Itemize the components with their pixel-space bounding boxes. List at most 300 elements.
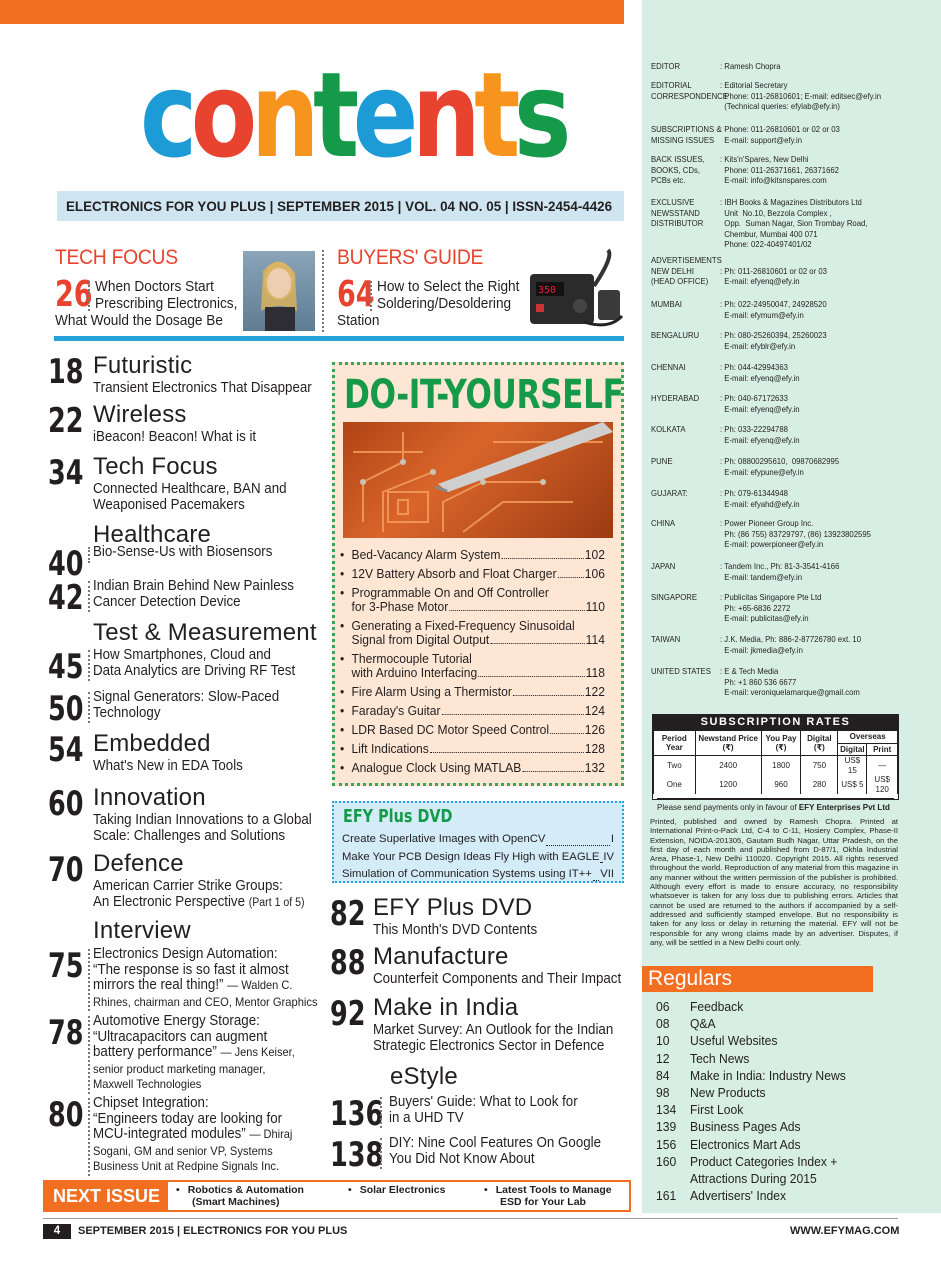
regular-item[interactable]: Useful Websites <box>690 1033 778 1049</box>
masthead-label: PUNE <box>651 456 673 466</box>
soldering-station-icon <box>524 246 624 332</box>
masthead-value: : Tandem Inc., Ph: 81-3-3541-4166 <box>720 561 840 571</box>
category-heading: Manufacture <box>373 943 509 970</box>
article-page-number[interactable]: 22 <box>48 401 84 441</box>
article-title-text: “The response is so fast it almost <box>93 961 289 978</box>
masthead-label: CORRESPONDENCE <box>651 90 728 101</box>
masthead-label: JAPAN <box>651 561 676 571</box>
category-heading: eStyle <box>390 1063 458 1090</box>
regular-item[interactable]: Advertisers' Index <box>690 1188 787 1204</box>
regular-page-number[interactable]: 10 <box>656 1033 670 1049</box>
subscription-cell: — <box>867 756 898 776</box>
subscription-cell: 1800 <box>761 756 801 776</box>
masthead-label: EDITORIAL <box>651 80 692 90</box>
article-title-line[interactable] <box>93 664 295 679</box>
diy-item-row <box>352 567 605 581</box>
article-title-text: “Engineers today are looking for <box>93 1110 283 1127</box>
regular-item[interactable]: Q&A <box>690 1016 716 1032</box>
leader-dots <box>449 600 584 611</box>
subscription-rates-table <box>652 714 899 812</box>
subscription-row <box>654 775 898 794</box>
article-title-text: iBeacon! Beacon! What is it <box>93 429 257 445</box>
subscription-cell: One <box>654 775 696 794</box>
leader-dots <box>550 723 584 734</box>
article-title-text: American Carrier Strike Groups: <box>93 878 283 894</box>
next-issue-text: Latest Tools to Manage <box>495 1184 612 1196</box>
page-number: 4 <box>43 1224 71 1239</box>
subscription-title: SUBSCRIPTION RATES <box>653 715 898 730</box>
article-separator <box>88 547 90 563</box>
masthead-label: UNITED STATES <box>651 666 711 676</box>
regular-page-number[interactable]: 12 <box>656 1050 670 1066</box>
masthead-label: BACK ISSUES, <box>651 154 705 164</box>
issue-brand: ELECTRONICS FOR YOU <box>66 199 227 214</box>
subscription-header-row <box>654 731 898 744</box>
category-heading: Make in India <box>373 994 519 1021</box>
masthead-value: Ph: +65-6836 2272 <box>720 602 791 613</box>
article-title-text: “Ultracapacitors can augment <box>93 1028 268 1045</box>
diy-item-page: 132 <box>584 761 605 775</box>
article-separator <box>88 581 90 612</box>
subscription-cell: 2400 <box>695 756 761 776</box>
article-credit-line: senior product marketing manager, <box>93 1061 266 1076</box>
article-page-number[interactable]: 45 <box>48 647 84 687</box>
masthead-value: : Phone: 011-26810601 or 02 or 03 <box>720 124 840 134</box>
diy-item-row <box>352 600 605 614</box>
leader-dots <box>490 633 584 644</box>
regular-item[interactable]: Attractions During 2015 <box>690 1171 817 1186</box>
regular-item[interactable]: Business Pages Ads <box>690 1119 801 1135</box>
techfocus-photo <box>243 251 315 331</box>
leader-dots <box>593 866 599 881</box>
article-title-line[interactable] <box>93 963 289 978</box>
subscription-cell: 1200 <box>695 775 761 794</box>
article-title-text: Cancer Detection Device <box>93 593 241 610</box>
next-issue-text: (Smart Machines) <box>192 1196 280 1208</box>
category-heading: Embedded <box>93 730 211 757</box>
bullet-icon: • <box>340 586 345 600</box>
diy-list-item[interactable] <box>340 761 605 775</box>
masthead-value: : Ph: 040-67172633 <box>720 393 788 403</box>
diy-list-item[interactable] <box>340 685 605 699</box>
header-divider <box>322 250 324 332</box>
buyersguide-line2[interactable]: Soldering/Desoldering <box>377 296 512 312</box>
bullet-icon: • <box>484 1184 488 1196</box>
masthead-value: Unit No.10, Bezzola Complex , <box>720 207 832 218</box>
leader-dots <box>478 666 585 677</box>
next-issue-text: ESD for Your Lab <box>500 1196 586 1208</box>
article-page-number[interactable]: 92 <box>330 994 366 1034</box>
article-page-number[interactable]: 75 <box>48 946 84 986</box>
article-separator <box>380 1138 382 1169</box>
article-separator <box>88 1098 90 1176</box>
next-issue-text: Solar Electronics <box>359 1184 446 1196</box>
masthead-value: : Ph: 079-61344948 <box>720 488 788 498</box>
subscription-payee: EFY Enterprises Pvt Ltd <box>798 803 890 812</box>
article-title-line[interactable] <box>93 482 287 497</box>
masthead-value: E-mail: powerpioneer@efy.in <box>720 539 824 549</box>
article-title-line[interactable]: Buyers' Guide: What to Look for <box>389 1094 578 1110</box>
subscription-cell: US$ 15 <box>838 756 867 776</box>
leader-dots <box>600 849 602 864</box>
article-title-line[interactable]: Market Survey: An Outlook for the Indian <box>373 1022 614 1038</box>
article-title-line[interactable] <box>93 595 241 610</box>
logo-letter: c <box>140 46 191 184</box>
regular-item[interactable]: Feedback <box>690 999 744 1014</box>
techfocus-line3[interactable]: What Would the Dosage Be <box>55 313 223 329</box>
article-page-number[interactable]: 138 <box>330 1135 384 1175</box>
masthead-value: : IBH Books & Magazines Distributors Ltd <box>720 197 862 207</box>
masthead-label: MISSING ISSUES <box>651 134 715 145</box>
masthead-value: E-mail: efyenq@efy.in <box>720 403 800 414</box>
diy-item-text <box>352 652 605 680</box>
dvd-item-title: Make Your PCB Design Ideas Fly High with EAGLE <box>342 850 600 863</box>
masthead-label: DISTRIBUTOR <box>651 218 704 228</box>
article-title-text: Electronics Design Automation: <box>93 946 278 962</box>
masthead-value: : Ph: 033-22294788 <box>720 424 788 434</box>
article-title-line[interactable] <box>93 690 279 705</box>
svg-text:350: 350 <box>538 285 557 296</box>
masthead-label: BENGALURU <box>651 330 700 340</box>
article-page-number[interactable]: 54 <box>48 730 84 770</box>
article-credit: — Dhiraj <box>249 1127 293 1141</box>
regular-page-number[interactable]: 134 <box>656 1102 677 1118</box>
doctor-photo-icon <box>243 251 315 331</box>
dvd-item-page: I <box>610 833 614 845</box>
masthead-value: E-mail: efypune@efy.in <box>720 466 804 477</box>
article-title-line[interactable] <box>93 545 272 560</box>
article-title-text: Automotive Energy Storage: <box>93 1013 260 1029</box>
leader-dots <box>430 742 584 753</box>
contents-logo <box>140 46 565 184</box>
article-page-number[interactable]: 60 <box>48 784 84 824</box>
next-issue-line <box>348 1184 445 1196</box>
diy-list-item[interactable] <box>340 723 605 737</box>
subscription-note: Please send payments only in favour of <box>657 803 797 812</box>
article-title-line[interactable]: You Did Not Know About <box>389 1150 535 1167</box>
bullet-icon: • <box>176 1184 180 1196</box>
next-issue-label: NEXT ISSUE <box>43 1180 168 1212</box>
dvd-list-item[interactable] <box>342 831 614 849</box>
bullet-icon: • <box>340 761 345 775</box>
masthead-label: EDITOR <box>651 61 681 71</box>
masthead-value: Phone: 011-26371661, 26371662 <box>720 164 839 175</box>
regular-item[interactable]: Electronics Mart Ads <box>690 1136 801 1152</box>
masthead-label: CHINA <box>651 518 676 528</box>
masthead-label: TAIWAN <box>651 634 681 644</box>
masthead-value: Chembur, Mumbai 400 071 <box>720 228 818 239</box>
article-title-line[interactable] <box>93 1127 292 1142</box>
leader-dots <box>501 548 583 559</box>
subscription-cell: US$ 120 <box>867 775 898 794</box>
article-page-number[interactable]: 50 <box>48 689 84 729</box>
article-title-line[interactable]: Counterfeit Components and Their Impact <box>373 971 622 987</box>
diy-list-item[interactable] <box>340 619 605 647</box>
article-title-line[interactable]: DIY: Nine Cool Features On Google <box>389 1135 602 1151</box>
footer-rule <box>43 1218 898 1219</box>
masthead-value: : E & Tech Media <box>720 666 779 676</box>
article-title-text: Signal Generators: Slow-Paced <box>93 689 280 705</box>
subscription-col-header: You Pay (₹) <box>761 731 801 756</box>
masthead-value: E-mail: support@efy.in <box>720 134 803 145</box>
subscription-row <box>654 756 898 776</box>
regular-item[interactable]: Make in India: Industry News <box>690 1067 846 1083</box>
techfocus-line2[interactable]: Prescribing Electronics, <box>95 296 238 312</box>
article-page-number[interactable]: 18 <box>48 352 84 392</box>
article-separator <box>380 1097 382 1128</box>
logo-letter: n <box>250 46 314 184</box>
diy-item-row <box>352 666 605 680</box>
leader-dots <box>513 685 584 696</box>
article-title-line[interactable] <box>93 1112 282 1127</box>
article-title-line[interactable]: Strategic Electronics Sector in Defence <box>373 1037 605 1054</box>
article-title-text: Connected Healthcare, BAN and <box>93 481 287 497</box>
subscription-col-header: Print <box>867 743 898 756</box>
diy-item-row <box>352 742 605 756</box>
article-title-text: mirrors the real thing!” <box>93 977 224 993</box>
diy-item-text <box>352 567 605 581</box>
masthead-value: : Publicitas Singapore Pte Ltd <box>720 592 822 602</box>
category-heading: Interview <box>93 917 191 944</box>
buyersguide-separator <box>370 281 372 311</box>
diy-item-row <box>352 723 605 737</box>
diy-item-page: 128 <box>584 742 605 756</box>
article-credit-line: Business Unit at Redpine Signals Inc. <box>93 1159 280 1173</box>
masthead-label: NEWSSTAND <box>651 207 700 218</box>
article-title-text: How Smartphones, Cloud and <box>93 647 271 663</box>
masthead-value: E-mail: efyahd@efy.in <box>720 498 800 509</box>
techfocus-heading: TECH FOCUS <box>55 246 178 269</box>
masthead-value: Ph: (86 755) 83729797, (86) 13923802595 <box>720 528 871 539</box>
article-separator <box>88 692 90 723</box>
article-page-number[interactable]: 42 <box>48 578 84 618</box>
article-title-text: An Electronic Perspective <box>93 893 246 910</box>
regular-item[interactable]: Tech News <box>690 1050 750 1066</box>
article-title-line[interactable] <box>93 430 256 445</box>
masthead-label: MUMBAI <box>651 299 682 309</box>
subscription-grid <box>653 730 898 794</box>
regular-page-number[interactable]: 08 <box>656 1016 670 1032</box>
diy-item-title: Bed-Vacancy Alarm System <box>351 548 501 562</box>
article-page-number[interactable]: 88 <box>330 943 366 983</box>
article-title-line[interactable] <box>93 1030 267 1045</box>
article-title-line[interactable] <box>93 978 292 993</box>
article-title-line[interactable] <box>93 879 283 894</box>
bullet-icon: • <box>340 548 345 562</box>
masthead-label: SINGAPORE <box>651 592 697 602</box>
category-heading: EFY Plus DVD <box>373 894 533 921</box>
regular-page-number[interactable]: 160 <box>656 1153 677 1169</box>
diy-item-page: 118 <box>585 666 605 680</box>
article-title-line[interactable] <box>93 895 305 911</box>
article-title-text: Indian Brain Behind New Painless <box>93 578 294 594</box>
section-divider-bar <box>54 336 624 341</box>
regular-item[interactable]: First Look <box>690 1102 744 1118</box>
diy-item-text <box>352 586 605 614</box>
dvd-title: EFY Plus DVD <box>343 806 453 827</box>
diy-item-text <box>352 761 605 775</box>
logo-letter: t <box>474 46 514 184</box>
diy-item-title: Generating a Fixed-Frequency Sinusoidal <box>351 619 575 633</box>
article-title-line[interactable] <box>93 706 160 721</box>
diy-item-page: 102 <box>584 548 605 562</box>
regular-page-number[interactable]: 156 <box>656 1136 677 1152</box>
category-heading: Wireless <box>93 401 187 428</box>
techfocus-page-number[interactable]: 26 <box>55 274 93 315</box>
diy-list-item[interactable] <box>340 567 605 581</box>
bullet-icon: • <box>340 567 345 581</box>
article-page-number[interactable]: 40 <box>48 544 84 584</box>
category-heading: Tech Focus <box>93 453 218 480</box>
next-issue-item <box>176 1184 304 1208</box>
issue-details: | SEPTEMBER 2015 | VOL. 04 NO. 05 | ISSN-2454-4426 <box>269 199 613 214</box>
masthead-label: NEW DELHI <box>651 265 694 276</box>
bullet-icon: • <box>340 704 345 718</box>
soldering-station-photo <box>524 246 624 332</box>
article-title-line[interactable] <box>93 813 312 828</box>
masthead-value: : Ph: 044-42994363 <box>720 362 788 372</box>
masthead-label: (HEAD OFFICE) <box>651 276 709 286</box>
masthead-value: : Ph: 080-25260394, 25260023 <box>720 330 827 340</box>
dvd-item-title: Simulation of Communication Systems using IT++ <box>342 868 592 880</box>
article-title-line[interactable] <box>93 1045 295 1060</box>
masthead-label: GUJARAT: <box>651 488 688 498</box>
diy-item-title: Faraday's Guitar <box>351 704 441 718</box>
buyersguide-line1[interactable]: How to Select the Right <box>377 279 520 295</box>
diy-item-row <box>352 685 605 699</box>
regular-page-number[interactable]: 06 <box>656 999 670 1014</box>
masthead-label: ADVERTISEMENTS <box>651 255 722 265</box>
dvd-item-page: VII <box>600 868 614 880</box>
article-credit-line: Rhines, chairman and CEO, Mentor Graphics <box>93 994 318 1009</box>
diy-item-row <box>352 761 605 775</box>
masthead-value: E-mail: efyenq@efy.in <box>720 372 800 383</box>
leader-dots <box>557 567 583 578</box>
diy-item-text <box>352 685 605 699</box>
masthead-value: Opp. Suman Nagar, Sion Trombay Road, <box>720 218 868 228</box>
dvd-list-item[interactable] <box>342 866 614 884</box>
regular-page-number[interactable]: 139 <box>656 1119 677 1135</box>
article-title-line[interactable] <box>93 759 243 774</box>
diy-list-item[interactable] <box>340 586 605 614</box>
diy-item-row <box>352 548 605 562</box>
masthead-value: : Kits'n'Spares, New Delhi <box>720 154 809 164</box>
masthead-value: E-mail: jkmedia@efy.in <box>720 644 803 655</box>
article-title-line[interactable] <box>93 1014 260 1029</box>
diy-list-item[interactable] <box>340 742 605 756</box>
buyersguide-heading: BUYERS' GUIDE <box>337 246 484 269</box>
article-page-number[interactable]: 78 <box>48 1013 84 1053</box>
subscription-col-header: Digital (₹) <box>801 731 838 756</box>
masthead-value: : Ph: 011-26810601 or 02 or 03 <box>720 265 827 276</box>
masthead-value: : Ph: 022-24950047, 24928520 <box>720 299 827 309</box>
article-title-line[interactable]: in a UHD TV <box>389 1109 464 1126</box>
diy-item-text <box>352 742 605 756</box>
category-heading: Healthcare <box>93 521 212 548</box>
buyersguide-line3[interactable]: Station <box>337 313 380 329</box>
diy-list-item[interactable] <box>340 652 605 680</box>
regular-item[interactable]: Product Categories Index + <box>690 1153 838 1169</box>
article-title-line[interactable]: This Month's DVD Contents <box>373 922 538 938</box>
article-title-line[interactable] <box>93 498 245 513</box>
footer-issue: SEPTEMBER 2015 | ELECTRONICS FOR YOU PLUS <box>78 1225 348 1237</box>
masthead-value: E-mail: tandem@efy.in <box>720 571 803 582</box>
article-title-line[interactable] <box>93 1096 209 1111</box>
article-page-number[interactable]: 82 <box>330 894 366 934</box>
next-issue-item <box>484 1184 612 1208</box>
next-issue-line <box>484 1184 612 1196</box>
diy-item-title: Signal from Digital Output <box>351 633 490 647</box>
article-separator <box>88 650 90 681</box>
diy-list-item[interactable] <box>340 704 605 718</box>
logo-letter: t <box>313 46 353 184</box>
diy-item-row <box>352 704 605 718</box>
article-title-line[interactable] <box>93 579 294 594</box>
article-note: (Part 1 of 5) <box>248 896 305 909</box>
article-title-line[interactable] <box>93 381 312 396</box>
dvd-list-item[interactable] <box>342 849 614 867</box>
masthead-value: : Editorial Secretary <box>720 80 788 90</box>
article-title-line[interactable] <box>93 947 278 962</box>
masthead-value: E-mail: efyenq@efy.in <box>720 276 800 286</box>
dvd-item-title: Create Superlative Images with OpenCV <box>342 833 546 845</box>
issue-info-bar <box>57 191 624 221</box>
buyersguide-page-number[interactable]: 64 <box>337 274 375 315</box>
masthead-value: : Ramesh Chopra <box>720 61 781 71</box>
diy-item-row <box>352 633 605 647</box>
next-issue-item <box>348 1184 445 1196</box>
article-title-line[interactable] <box>93 829 285 844</box>
subscription-col-header: Period Year <box>654 731 696 756</box>
logo-letter: n <box>411 46 475 184</box>
regular-item[interactable]: New Products <box>690 1085 766 1100</box>
regular-page-number[interactable]: 84 <box>656 1067 670 1083</box>
bullet-icon: • <box>340 652 345 666</box>
category-heading: Innovation <box>93 784 206 811</box>
logo-letter: e <box>352 46 412 184</box>
diy-item-title: with Arduino Interfacing <box>351 666 478 680</box>
masthead-label: CHENNAI <box>651 362 686 372</box>
masthead-value: : J.K. Media, Ph: 886-2-87726780 ext. 10 <box>720 634 862 644</box>
footer-website[interactable]: WWW.EFYMAG.COM <box>790 1225 900 1237</box>
article-title-text: What's New in EDA Tools <box>93 758 243 774</box>
diy-item-text <box>352 704 605 718</box>
masthead-value: : Power Pioneer Group Inc. <box>720 518 814 528</box>
regular-page-number[interactable]: 161 <box>656 1188 677 1204</box>
subscription-col-header: Digital <box>838 743 867 756</box>
article-page-number[interactable]: 136 <box>330 1094 384 1134</box>
article-title-line[interactable] <box>93 648 271 663</box>
issue-plus: PLUS <box>230 199 266 214</box>
legal-notice: Printed, published and owned by Ramesh Chopra. Printed at International Print-o-Pack Ltd, C-4 to C-11, Hosiery Complex, Phase-II Extension, NOIDA-201305, Gautam Budh Nagar, Uttar Pradesh, on the first day of each month and published from D-87/1, Okhla Industrial Area, Phase-1, New Delhi 110020. Copyright 2015. All rights reserved throughout the world. Reproduction of any material from this magazine in any manner without the written permission of the publisher is prohibited. Although every effort is made to ensure accuracy, no responsibility whatsoever is taken for any loss due to publishing errors. Articles that cannot be used are returned to the authors if accompanied by a self-addressed and sufficiently stamped envelope. But no responsibility is taken for any loss or delay in returning the material. EFY will not be responsible for any wrong claims made by an advertiser. Disputes, if any, will be settled in a New Delhi court only. <box>650 817 898 947</box>
bullet-icon: • <box>348 1184 352 1196</box>
regular-page-number[interactable]: 98 <box>656 1085 670 1100</box>
diy-item-title: Thermocouple Tutorial <box>351 652 472 666</box>
article-page-number[interactable]: 70 <box>48 850 84 890</box>
diy-item-text <box>352 619 605 647</box>
diy-list-item[interactable] <box>340 548 605 562</box>
techfocus-line1[interactable]: When Doctors Start <box>95 279 214 295</box>
article-page-number[interactable]: 34 <box>48 453 84 493</box>
article-page-number[interactable]: 80 <box>48 1095 84 1135</box>
bullet-icon: • <box>340 619 345 633</box>
article-title-text: Technology <box>93 704 161 721</box>
diy-item-page: 124 <box>584 704 605 718</box>
logo-letter: s <box>513 46 565 184</box>
subscription-cell: 280 <box>801 775 838 794</box>
article-credit: — Jens Keiser, <box>220 1045 295 1059</box>
masthead-value: : Ph: 08800295610, 09870682995 <box>720 456 840 466</box>
